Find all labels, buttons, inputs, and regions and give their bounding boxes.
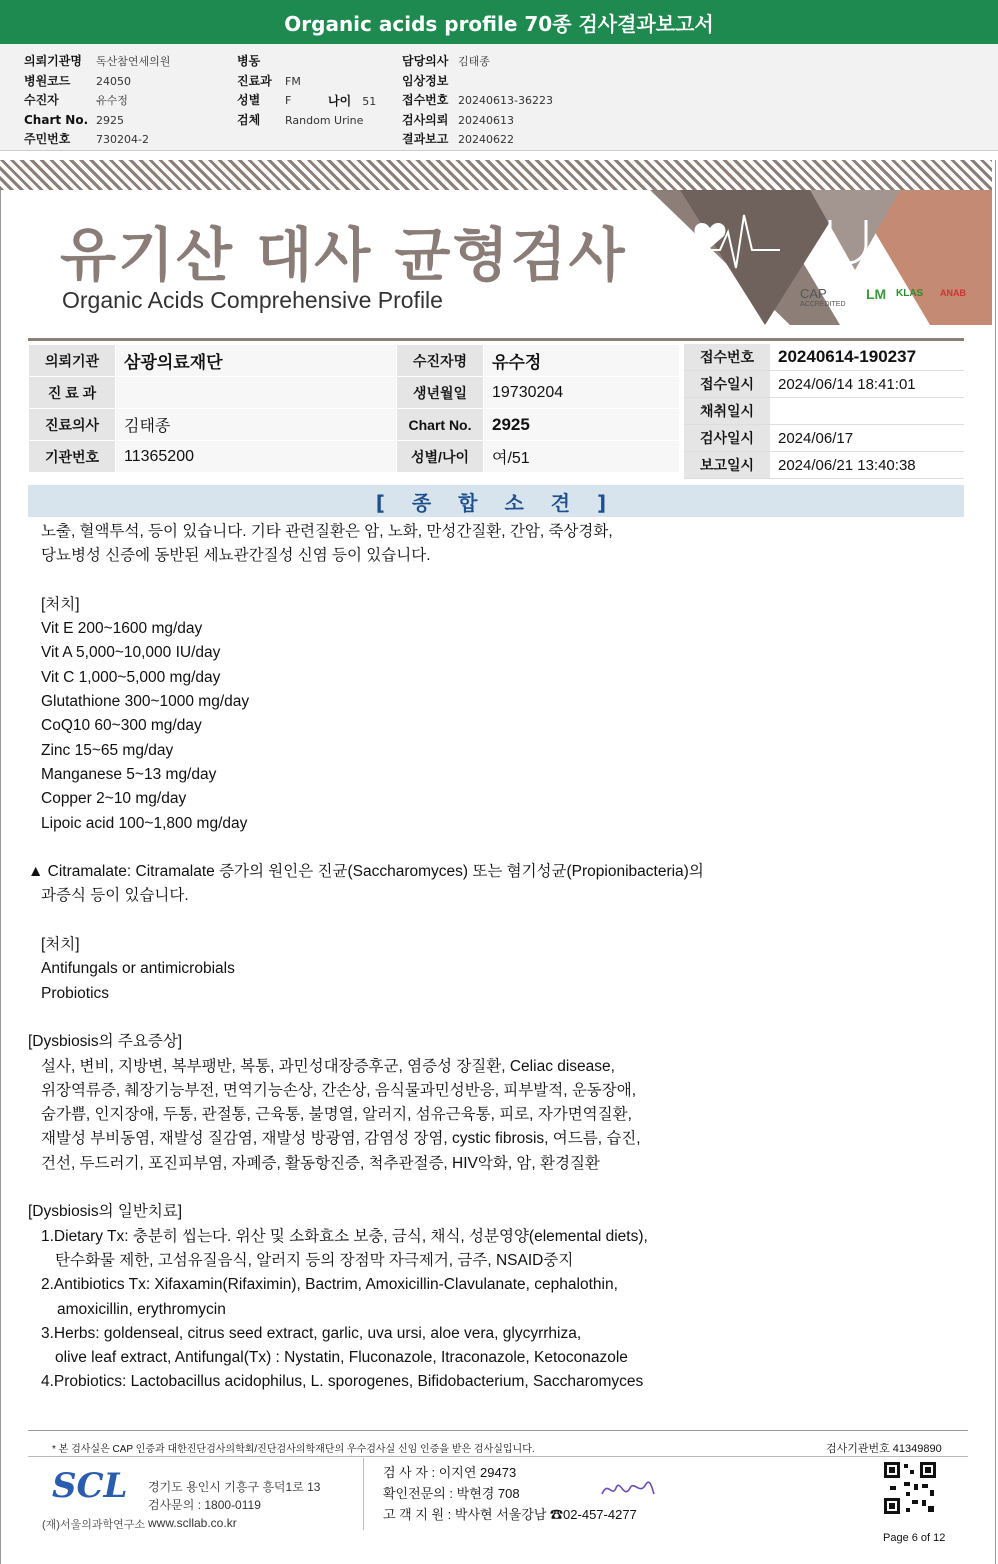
date-value: 20240614-190237	[770, 344, 964, 371]
header-field-label: 진료과	[237, 73, 272, 88]
header-field-value: 730204-2	[96, 133, 149, 146]
summary-line: 3.Herbs: goldenseal, citrus seed extract, garlic, uva ursi, aloe vera, glycyrrhiza,	[41, 1324, 582, 1342]
summary-line: [Dysbiosis의 주요증상]	[28, 1033, 183, 1051]
patient-info-table	[28, 344, 680, 473]
anab-logo: ANAB	[940, 288, 966, 298]
header-field-label: 의뢰기관명	[24, 54, 82, 68]
lab-organization: (재)서울의과학연구소	[42, 1519, 145, 1531]
header-field	[237, 70, 363, 90]
cap-logo-text: CAP	[800, 286, 827, 301]
summary-line: amoxicillin, erythromycin	[57, 1300, 226, 1318]
header-field-value: 20240613-36223	[458, 94, 553, 107]
date-row	[684, 452, 964, 479]
header-field	[237, 50, 363, 70]
summary-line: Antifungals or antimicrobials	[41, 960, 235, 978]
report-title-english: Organic Acids Comprehensive Profile	[62, 287, 443, 313]
blank-line	[28, 1176, 968, 1200]
birth-date-label: 생년월일	[397, 377, 484, 409]
header-field-label: 병원코드	[24, 73, 71, 88]
date-row	[684, 344, 964, 371]
summary-line: Probiotics	[41, 984, 110, 1002]
page-number: Page 6 of 12	[883, 1532, 946, 1544]
summary-line: Glutathione 300~1000 mg/day	[41, 693, 250, 711]
summary-line: 숨가쁨, 인지장애, 두통, 관절통, 근육통, 불명열, 알러지, 섬유근육통, 피로, 자가면역질환,	[41, 1106, 632, 1124]
summary-line: ▲ Citramalate: Citramalate 증가의 원인은 진균(Saccharomyces) 또는 혐기성균(Propionibacteria)의	[28, 863, 704, 881]
age-label: 나이	[328, 94, 352, 108]
summary-line: Zinc 15~65 mg/day	[41, 741, 174, 759]
header-field	[24, 89, 170, 109]
summary-line: 설사, 변비, 지방변, 복부팽반, 복통, 과민성대장증후군, 염증성 장질환, Celiac disease,	[41, 1057, 615, 1075]
blank-line	[28, 569, 968, 593]
header-field-value: 김태종	[458, 55, 490, 68]
chart-number-value: 2925	[484, 409, 680, 441]
summary-line: Vit E 200~1600 mg/day	[41, 620, 203, 638]
website-link[interactable]: www.scllab.co.kr	[148, 1516, 237, 1530]
chart-number-label: Chart No.	[397, 409, 484, 441]
signature-image	[598, 1476, 658, 1504]
summary-line: 4.Probiotics: Lactobacillus acidophilus, L. sporogenes, Bifidobacterium, Saccharomyces	[41, 1373, 644, 1391]
date-value: 2024/06/17	[770, 425, 964, 452]
dates-table	[684, 344, 964, 479]
summary-line: [처치]	[41, 595, 80, 613]
footer-divider	[28, 1430, 968, 1431]
age-value: 51	[362, 95, 377, 108]
summary-line: 재발성 부비동염, 재발성 질감염, 재발성 방광염, 감염성 장염, cystic fibrosis, 여드름, 습진,	[41, 1130, 641, 1148]
header-field-label: Chart No.	[24, 112, 89, 127]
department-label: 진 료 과	[29, 377, 116, 409]
header-info	[0, 44, 998, 151]
date-value	[770, 398, 964, 425]
header-field-value: 유수정	[96, 94, 128, 107]
scl-logo: SCL	[52, 1466, 128, 1506]
department-value	[116, 377, 397, 409]
reviewer-label: 확인전문의 :	[383, 1486, 454, 1501]
doctor-value: 김태종	[116, 409, 397, 441]
summary-title: [ 종 합 소 견 ]	[28, 485, 964, 517]
date-label: 접수일시	[684, 371, 770, 398]
date-value: 2024/06/14 18:41:01	[770, 371, 964, 398]
support-label: 고 객 지 원 :	[383, 1507, 452, 1522]
header-field-value: 독산참연세의원	[96, 55, 171, 68]
date-row	[684, 371, 964, 398]
qr-code-icon	[882, 1460, 938, 1516]
header-field-label: 검체	[237, 112, 261, 127]
inquiry-line: 검사문의 : 1800-0119	[148, 1498, 261, 1512]
summary-line: 과증식 등이 있습니다.	[41, 887, 189, 905]
summary-line: [Dysbiosis의 일반치료]	[28, 1203, 183, 1221]
header-field-label: 검사의뢰	[402, 112, 449, 127]
header-field	[402, 128, 553, 148]
address-line: 경기도 용인시 기흥구 흥덕1로 13	[148, 1480, 321, 1494]
tester-label: 검 사 자 :	[383, 1465, 436, 1480]
header-field-value: 20240613	[458, 113, 514, 127]
summary-line: 노출, 혈액투석, 등이 있습니다. 기타 관련질환은 암, 노화, 만성간질환, 간암, 죽상경화,	[41, 523, 613, 540]
header-field-label: 접수번호	[402, 93, 449, 107]
accreditation-note: * 본 검사실은 CAP 인증과 대한진단검사의학회/진단검사의학재단의 우수검사실 신임 인증을 받은 검사실입니다.	[52, 1444, 535, 1455]
header-field-value: 20240622	[458, 133, 514, 146]
institution-value: 삼광의료재단	[116, 345, 397, 377]
header-field	[402, 109, 553, 129]
header-field-label: 결과보고	[402, 132, 449, 146]
summary-line: 탄수화물 제한, 고섬유질음식, 알러지 등의 장점막 자극제거, 금주, NSAID중지	[55, 1251, 574, 1269]
summary-line: 1.Dietary Tx: 충분히 씹는다. 위산 및 소화효소 보충, 금식, 채식, 성분영양(elemental diets),	[41, 1227, 648, 1245]
header-col-3	[402, 50, 553, 148]
header-field-value: F	[285, 94, 292, 107]
footer-inner-divider	[28, 1456, 968, 1457]
summary-line: 2.Antibiotics Tx: Xifaxamin(Rifaximin), Bactrim, Amoxicillin-Clavulanate, cephalothin,	[41, 1276, 618, 1294]
header-field-value: Random Urine	[285, 113, 364, 127]
cap-logo	[800, 286, 846, 308]
header-col-1	[24, 50, 170, 148]
institution-code-value: 11365200	[116, 441, 397, 473]
institution-label: 의뢰기관	[29, 345, 116, 377]
header-field-value: 2925	[96, 113, 124, 127]
patient-name-label: 수진자명	[397, 345, 484, 377]
summary-line: 당뇨병성 신증에 동반된 세뇨관간질성 신염 등이 있습니다.	[41, 547, 431, 565]
klas-logo: KLAS	[896, 288, 924, 299]
date-value: 2024/06/21 13:40:38	[770, 452, 964, 479]
blank-line	[28, 909, 968, 933]
summary-line: [처치]	[41, 936, 80, 954]
header-field-label: 담당의사	[402, 54, 449, 68]
tester-value: 이지연 29473	[438, 1465, 517, 1480]
header-field-value: FM	[285, 74, 301, 88]
summary-line: Vit A 5,000~10,000 IU/day	[41, 644, 221, 662]
date-label: 접수번호	[684, 344, 770, 371]
footer-separator	[363, 1458, 364, 1530]
summary-line: Vit C 1,000~5,000 mg/day	[41, 668, 221, 686]
sex-age-label: 성별/나이	[397, 441, 484, 473]
title-divider	[28, 338, 964, 341]
header-field-label: 수진자	[24, 93, 59, 107]
summary-line: CoQ10 60~300 mg/day	[41, 717, 202, 735]
header-field	[402, 50, 553, 70]
header-field	[24, 128, 170, 148]
summary-line: Manganese 5~13 mg/day	[41, 765, 217, 783]
report-title-korean: 유기산 대사 균형검사	[60, 221, 627, 289]
cap-accredited: ACCREDITED	[800, 301, 846, 308]
date-label: 검사일시	[684, 425, 770, 452]
lm-logo: LM	[866, 286, 887, 302]
header-field	[237, 109, 363, 129]
blank-line	[28, 836, 968, 860]
header-col-2	[237, 50, 363, 128]
support-value: 박사현 서울강남 ☎02-457-4277	[454, 1507, 637, 1522]
summary-line: Lipoic acid 100~1,800 mg/day	[41, 814, 248, 832]
header-field-value: 24050	[96, 74, 131, 88]
header-field-label: 주민번호	[24, 132, 71, 146]
summary-line: 위장역류증, 췌장기능부전, 면역기능손상, 간손상, 음식물과민성반응, 피부발적, 운동장애,	[41, 1081, 637, 1099]
institution-code-label: 기관번호	[29, 441, 116, 473]
header-field	[24, 70, 170, 90]
doctor-label: 진료의사	[29, 409, 116, 441]
lab-address	[148, 1478, 320, 1532]
summary-line: 건선, 두드러기, 포진피부염, 자폐증, 활동항진증, 척추관절증, HIV악화, 암, 환경질환	[41, 1154, 600, 1172]
header-field-label: 병동	[237, 54, 261, 68]
date-row	[684, 398, 964, 425]
date-label: 보고일시	[684, 452, 770, 479]
header-field	[24, 50, 170, 70]
date-label: 채취일시	[684, 398, 770, 425]
header-field	[402, 70, 553, 90]
report-banner-title: Organic acids profile 70종 검사결과보고서	[0, 0, 998, 44]
lab-number: 검사기관번호 41349890	[826, 1443, 942, 1455]
header-field	[24, 109, 170, 129]
header-field-label: 성별	[237, 93, 261, 107]
reviewer-value: 박현경 708	[456, 1486, 520, 1501]
header-field	[402, 89, 553, 109]
sex-age-value: 여/51	[484, 441, 680, 473]
date-row	[684, 425, 964, 452]
summary-line: olive leaf extract, Antifungal(Tx) : Nystatin, Fluconazole, Itraconazole, Ketoconazole	[55, 1349, 628, 1367]
summary-body	[28, 520, 968, 1395]
patient-name-value: 유수정	[484, 345, 680, 377]
age-field	[328, 90, 376, 109]
summary-line: Copper 2~10 mg/day	[41, 790, 187, 808]
header-field-label: 임상정보	[402, 73, 449, 88]
birth-date-value: 19730204	[484, 377, 680, 409]
blank-line	[28, 1006, 968, 1030]
